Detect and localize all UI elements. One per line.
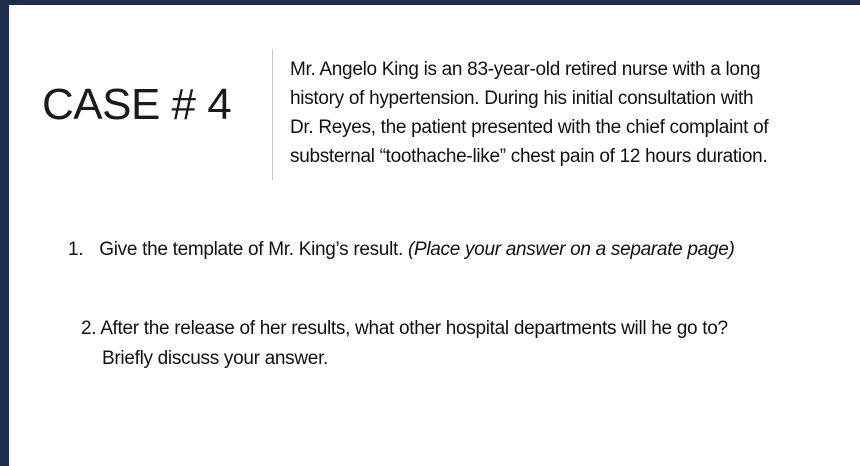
question-note: (Place your answer on a separate page) [407,239,735,260]
question-number: 1. [68,239,84,260]
case-title: CASE # 4 [42,80,232,129]
question-text-continued: Briefly discuss your answer. [102,348,329,369]
case-description-line: Mr. Angelo King is an 83-year-old retired nurse with a long [290,59,761,80]
case-description [290,55,850,171]
vertical-divider [272,49,273,180]
slide [9,5,860,466]
case-description-line: substernal “toothache-like” chest pain of 12 hours duration. [290,146,768,167]
question-2 [81,314,728,374]
case-description-line: Dr. Reyes, the patient presented with the chief complaint of [290,117,769,138]
question-number: 2. [81,318,97,339]
question-text: Give the template of Mr. King’s result. [99,239,403,260]
question-1 [68,236,735,264]
question-text: After the release of her results, what other hospital departments will he go to? [100,318,728,339]
case-description-line: history of hypertension. During his initial consultation with [290,88,754,109]
